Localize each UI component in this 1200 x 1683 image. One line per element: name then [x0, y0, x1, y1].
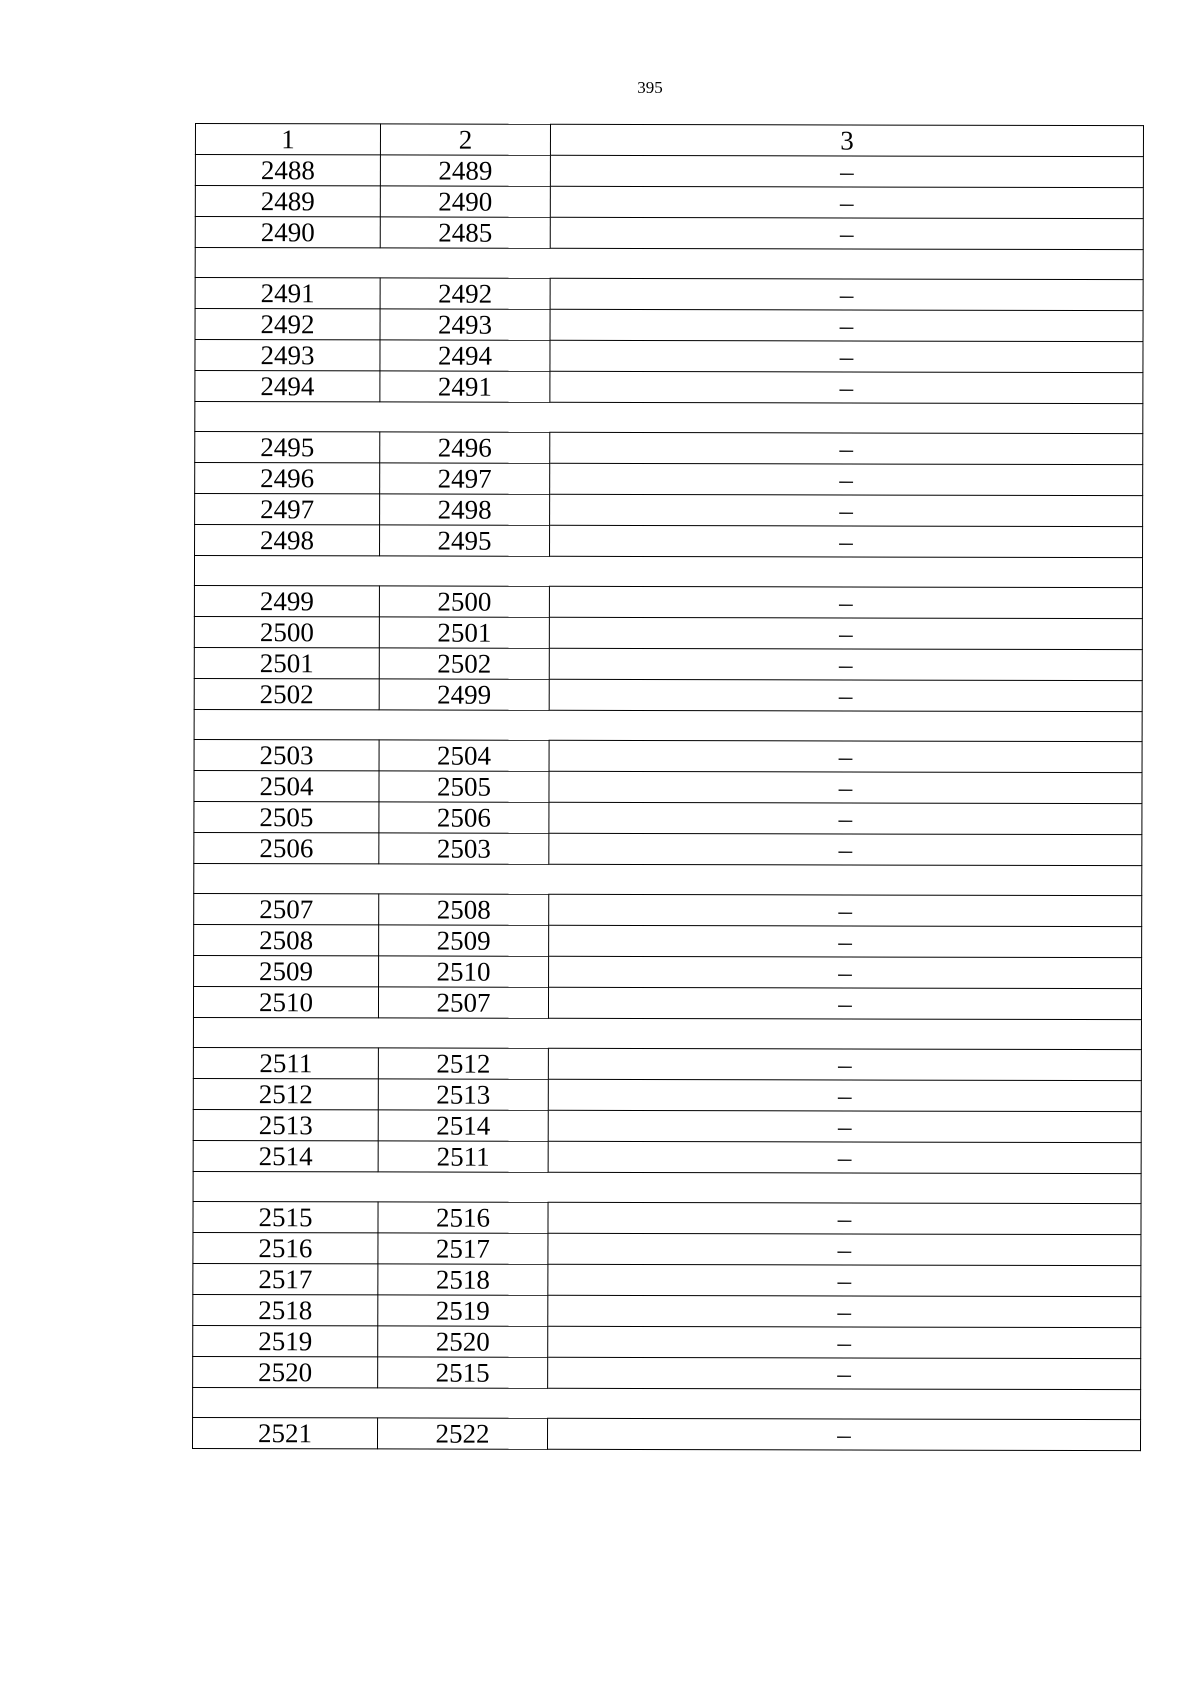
table-cell-col-3: –	[548, 1141, 1141, 1173]
table-cell-col-3: –	[550, 525, 1143, 557]
table-cell-col-3: –	[550, 309, 1143, 341]
table-cell-col-1: 2507	[194, 893, 379, 924]
table-row	[193, 986, 1141, 1019]
table-cell-col-2: 2492	[380, 278, 550, 309]
table-cell-col-3: –	[550, 463, 1143, 495]
table-cell-col-2: 2508	[379, 894, 549, 925]
table-row	[195, 432, 1143, 465]
table-cell-col-1: 2509	[194, 955, 379, 986]
table-cell-col-2: 2505	[379, 771, 549, 802]
table-cell-col-1: 2495	[195, 432, 380, 463]
table-cell-col-3: –	[549, 771, 1142, 803]
table-cell-col-3: –	[548, 1326, 1141, 1358]
table-cell-col-2: 2485	[380, 217, 550, 248]
table-cell-col-3: –	[547, 1418, 1140, 1450]
separator-cell	[194, 863, 1142, 895]
table-cell-col-2: 2518	[378, 1264, 548, 1295]
header-cell-1: 1	[195, 124, 380, 155]
table-row	[192, 1417, 1140, 1450]
table-cell-col-3: –	[548, 1357, 1141, 1389]
table-cell-col-2: 2514	[378, 1110, 548, 1141]
table-cell-col-2: 2490	[380, 186, 550, 217]
table-cell-col-1: 2515	[193, 1201, 378, 1232]
table-cell-col-3: –	[549, 679, 1142, 711]
table-cell-col-3: –	[550, 494, 1143, 526]
table-cell-col-1: 2510	[193, 986, 378, 1017]
table-cell-col-2: 2522	[377, 1418, 547, 1449]
table-cell-col-2: 2515	[378, 1357, 548, 1388]
table-cell-col-1: 2518	[193, 1294, 378, 1325]
table-cell-col-1: 2513	[193, 1109, 378, 1140]
table-cell-col-1: 2516	[193, 1232, 378, 1263]
table-cell-col-3: –	[548, 1202, 1141, 1234]
table-row	[194, 616, 1142, 649]
table-cell-col-2: 2509	[379, 925, 549, 956]
separator-cell	[195, 248, 1143, 280]
separator-cell	[194, 556, 1142, 588]
table-row	[193, 1325, 1141, 1358]
data-table	[192, 123, 1144, 1451]
table-cell-col-3: –	[549, 586, 1142, 618]
table-row	[194, 893, 1142, 926]
table-cell-col-1: 2512	[193, 1078, 378, 1109]
table-row	[193, 1232, 1141, 1265]
table-cell-col-3: –	[549, 894, 1142, 926]
table-cell-col-1: 2499	[194, 585, 379, 616]
group-separator-row	[195, 402, 1143, 434]
table-cell-col-1: 2498	[195, 525, 380, 556]
table-cell-col-3: –	[550, 432, 1143, 464]
table-cell-col-1: 2517	[193, 1263, 378, 1294]
table-row	[193, 1201, 1141, 1234]
header-cell-3: 3	[550, 124, 1143, 156]
table-cell-col-1: 2520	[193, 1356, 378, 1387]
table-row	[193, 1356, 1141, 1389]
table-cell-col-2: 2512	[378, 1048, 548, 1079]
separator-cell	[195, 402, 1143, 434]
group-separator-row	[194, 556, 1142, 588]
table-cell-col-3: –	[548, 1295, 1141, 1327]
table-cell-col-3: –	[550, 217, 1143, 249]
group-separator-row	[193, 1017, 1141, 1049]
table-cell-col-2: 2516	[378, 1202, 548, 1233]
table-row	[195, 217, 1143, 250]
table-row	[193, 1047, 1141, 1080]
table-cell-col-2: 2504	[379, 740, 549, 771]
table-cell-col-1: 2521	[192, 1417, 377, 1448]
table-cell-col-2: 2494	[380, 340, 550, 371]
table-body	[192, 124, 1143, 1451]
table-cell-col-1: 2497	[195, 494, 380, 525]
table-row	[195, 155, 1143, 188]
table-row	[194, 924, 1142, 957]
table-cell-col-2: 2519	[378, 1295, 548, 1326]
table-cell-col-2: 2491	[380, 371, 550, 402]
table-cell-col-1: 2492	[195, 309, 380, 340]
table-cell-col-3: –	[549, 802, 1142, 834]
table-row	[195, 494, 1143, 527]
table-row	[193, 1140, 1141, 1173]
table-cell-col-2: 2498	[380, 494, 550, 525]
table-cell-col-1: 2505	[194, 801, 379, 832]
header-cell-2: 2	[380, 124, 550, 155]
table-cell-col-1: 2503	[194, 739, 379, 770]
table-row	[194, 678, 1142, 711]
separator-cell	[194, 709, 1142, 741]
table-row	[193, 1078, 1141, 1111]
table-cell-col-1: 2493	[195, 340, 380, 371]
table-cell-col-2: 2500	[379, 586, 549, 617]
table-cell-col-3: –	[549, 740, 1142, 772]
separator-cell	[193, 1171, 1141, 1203]
table-cell-col-1: 2500	[194, 616, 379, 647]
table-cell-col-2: 2511	[378, 1141, 548, 1172]
table-cell-col-2: 2506	[379, 802, 549, 833]
table-row	[194, 955, 1142, 988]
table-cell-col-1: 2490	[195, 217, 380, 248]
table-cell-col-3: –	[550, 278, 1143, 310]
table-cell-col-2: 2499	[379, 679, 549, 710]
table-cell-col-1: 2489	[195, 186, 380, 217]
table-row	[194, 801, 1142, 834]
table-cell-col-1: 2504	[194, 770, 379, 801]
table-cell-col-2: 2496	[380, 432, 550, 463]
table-cell-col-2: 2497	[380, 463, 550, 494]
table-cell-col-3: –	[549, 617, 1142, 649]
table-cell-col-3: –	[550, 340, 1143, 372]
group-separator-row	[195, 248, 1143, 280]
table-cell-col-1: 2501	[194, 647, 379, 678]
table-row	[193, 1263, 1141, 1296]
table-cell-col-2: 2510	[379, 956, 549, 987]
table-cell-col-2: 2513	[378, 1079, 548, 1110]
table-row	[193, 1109, 1141, 1142]
table-cell-col-2: 2501	[379, 617, 549, 648]
separator-cell	[193, 1017, 1141, 1049]
table-cell-col-3: –	[550, 186, 1143, 218]
group-separator-row	[194, 709, 1142, 741]
table-cell-col-3: –	[549, 648, 1142, 680]
separator-cell	[193, 1387, 1141, 1419]
table-row	[195, 186, 1143, 219]
table-cell-col-3: –	[550, 371, 1143, 403]
page-number: 395	[637, 78, 663, 97]
table-cell-col-3: –	[548, 987, 1141, 1019]
group-separator-row	[194, 863, 1142, 895]
table-cell-col-3: –	[549, 925, 1142, 957]
table-row	[195, 309, 1143, 342]
table-cell-col-3: –	[548, 1110, 1141, 1142]
table-cell-col-3: –	[549, 956, 1142, 988]
table-cell-col-1: 2508	[194, 924, 379, 955]
group-separator-row	[193, 1387, 1141, 1419]
table-cell-col-1: 2514	[193, 1140, 378, 1171]
table-row	[195, 463, 1143, 496]
table-cell-col-1: 2494	[195, 371, 380, 402]
table-row	[195, 278, 1143, 311]
table-cell-col-1: 2496	[195, 463, 380, 494]
header-row	[195, 124, 1143, 157]
table-row	[195, 371, 1143, 404]
table-cell-col-3: –	[550, 155, 1143, 187]
table-cell-col-2: 2495	[380, 525, 550, 556]
group-separator-row	[193, 1171, 1141, 1203]
table-cell-col-2: 2517	[378, 1233, 548, 1264]
table-cell-col-3: –	[548, 1048, 1141, 1080]
table-cell-col-1: 2519	[193, 1325, 378, 1356]
table-row	[194, 832, 1142, 865]
table-row	[194, 770, 1142, 803]
table-cell-col-1: 2491	[195, 278, 380, 309]
table-cell-col-3: –	[548, 1079, 1141, 1111]
table-row	[194, 739, 1142, 772]
table-cell-col-1: 2488	[195, 155, 380, 186]
table-cell-col-2: 2493	[380, 309, 550, 340]
table-cell-col-1: 2511	[193, 1047, 378, 1078]
table-row	[193, 1294, 1141, 1327]
table-cell-col-2: 2520	[378, 1326, 548, 1357]
table-row	[195, 340, 1143, 373]
table-cell-col-3: –	[548, 1233, 1141, 1265]
table-row	[194, 647, 1142, 680]
table-cell-col-3: –	[548, 1264, 1141, 1296]
table-cell-col-2: 2502	[379, 648, 549, 679]
table-cell-col-3: –	[549, 833, 1142, 865]
table-cell-col-2: 2489	[380, 155, 550, 186]
table-cell-col-1: 2502	[194, 678, 379, 709]
table-cell-col-2: 2503	[379, 833, 549, 864]
table-row	[195, 525, 1143, 558]
table-cell-col-1: 2506	[194, 832, 379, 863]
table-cell-col-2: 2507	[378, 987, 548, 1018]
table-row	[194, 585, 1142, 618]
